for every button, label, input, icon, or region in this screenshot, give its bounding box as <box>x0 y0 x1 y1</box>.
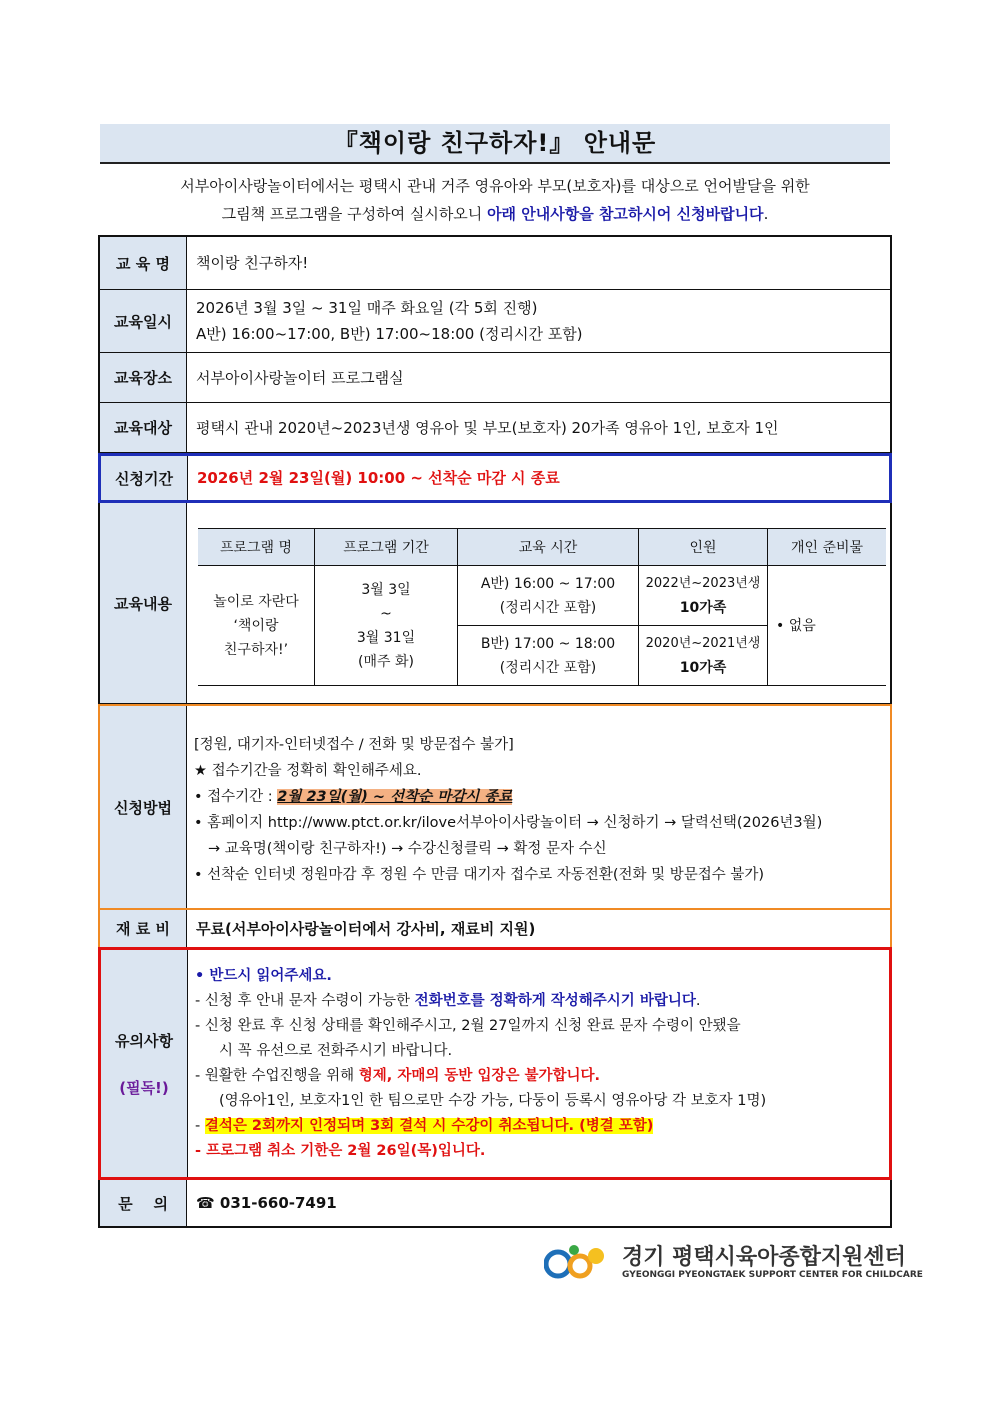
cell-people-b: 2020년~2021년생 10가족 <box>639 626 768 686</box>
notice-line-1: - 신청 후 안내 문자 수령이 가능한 전화번호를 정확하게 작성해주시기 바랍니다. <box>195 992 701 1009</box>
cell-program-name: 놀이로 자란다 ‘책이랑 친구하자!’ <box>198 566 315 686</box>
label-course-target: 교육대상 <box>100 403 187 452</box>
label-apply-method: 신청방법 <box>100 706 187 908</box>
method-line-3: • 접수기간 : 2월 23일(월) ~ 선착순 마감시 종료 <box>194 789 513 805</box>
notice-line-2: - 신청 완료 후 신청 상태를 확인해주시고, 2월 27일까지 신청 완료 문자 수령이 안됐을 <box>195 1017 741 1034</box>
logo-mark-icon <box>544 1240 614 1286</box>
notice-head: • 반드시 읽어주세요. <box>195 967 332 984</box>
program-table <box>198 528 886 686</box>
logo-sub: GYEONGGI PYEONGTAEK SUPPORT CENTER FOR CHILDCARE <box>622 1270 923 1280</box>
row-course-target <box>98 403 892 453</box>
table-row <box>198 566 886 626</box>
row-course-date <box>98 290 892 353</box>
intro-line-1: 서부아이사랑놀이터에서는 평택시 관내 거주 영유아와 부모(보호자)를 대상으로 언어발달을 위한 <box>180 177 810 195</box>
center-logo <box>544 1240 923 1286</box>
notice-line-7: - 프로그램 취소 기한은 2월 26일(목)입니다. <box>195 1142 486 1159</box>
value-course-target: 평택시 관내 2020년~2023년생 영유아 및 부모(보호자) 20가족 영유아 1인, 보호자 1인 <box>196 418 779 437</box>
row-contact <box>98 1180 892 1228</box>
label-course-place: 교육장소 <box>100 353 187 402</box>
cell-program-period: 3월 3일 ~ 3월 31일 (매주 화) <box>315 566 458 686</box>
row-notice <box>98 947 892 1180</box>
value-fee: 무료(서부아이사랑놀이터에서 강사비, 재료비 지원) <box>196 919 536 938</box>
cell-supplies: • 없음 <box>768 566 887 686</box>
row-fee <box>98 910 892 947</box>
value-contact: ☎ 031-660-7491 <box>196 1194 337 1212</box>
method-line-4: • 홈페이지 http://www.ptct.or.kr/ilove서부아이사랑놀이터 → 신청하기 → 달력선택(2026년3월) <box>194 815 823 831</box>
value-apply-period: 2026년 2월 23일(월) 10:00 ~ 선착순 마감 시 종료 <box>197 469 560 487</box>
th-program-period: 프로그램 기간 <box>315 529 458 566</box>
intro-line-2: 그림책 프로그램을 구성하여 실시하오니 아래 안내사항을 참고하시어 신청바랍니다. <box>221 205 769 223</box>
logo-name: 경기 평택시육아종합지원센터 <box>622 1245 906 1270</box>
page-title: 『책이랑 친구하자!』 안내문 <box>100 124 890 164</box>
notice-line-5: (영유아1인, 보호자1인 한 팀으로만 수강 가능, 다둥이 등록시 영유아당 각 보호자 1명) <box>219 1092 767 1109</box>
cell-time-b: B반) 17:00 ~ 18:00 (정리시간 포함) <box>458 626 639 686</box>
value-course-place: 서부아이사랑놀이터 프로그램실 <box>196 368 404 387</box>
value-date-line-1: 2026년 3월 3일 ~ 31일 매주 화요일 (각 5회 진행) <box>196 299 538 317</box>
label-course-name: 교 육 명 <box>100 237 187 289</box>
value-date-line-2: A반) 16:00~17:00, B반) 17:00~18:00 (정리시간 포함) <box>196 325 583 343</box>
label-contact: 문 의 <box>100 1180 187 1226</box>
value-course-name: 책이랑 친구하자! <box>196 254 309 272</box>
notice-label-must-read: (필독!) <box>119 1078 169 1097</box>
row-apply-method <box>98 704 892 910</box>
method-line-1: [정원, 대기자-인터넷접수 / 전화 및 방문접수 불가] <box>194 737 514 753</box>
th-program-name: 프로그램 명 <box>198 529 315 566</box>
row-apply-period <box>98 453 892 503</box>
method-line-2: ★ 접수기간을 정확히 확인해주세요. <box>194 763 422 779</box>
row-course-place <box>98 353 892 403</box>
row-course-content <box>98 503 892 704</box>
cell-people-a: 2022년~2023년생 10가족 <box>639 566 768 626</box>
label-course-content: 교육내용 <box>100 503 187 703</box>
label-notice <box>101 950 188 1177</box>
cell-time-a: A반) 16:00 ~ 17:00 (정리시간 포함) <box>458 566 639 626</box>
notice-line-3: 시 꼭 유선으로 전화주시기 바랍니다. <box>219 1042 453 1059</box>
th-program-supplies: 개인 준비물 <box>768 529 887 566</box>
row-course-name <box>98 235 892 290</box>
notice-line-4: - 원활한 수업진행을 위해 형제, 자매의 동반 입장은 불가합니다. <box>195 1067 601 1084</box>
th-program-time: 교육 시간 <box>458 529 639 566</box>
notice-line-6: - 결석은 2회까지 인정되며 3회 결석 시 수강이 취소됩니다. (병결 포함) <box>195 1117 654 1134</box>
program-table-header <box>198 529 886 566</box>
method-line-5: → 교육명(책이랑 친구하자!) → 수강신청클릭 → 확정 문자 수신 <box>208 841 607 857</box>
label-apply-period: 신청기간 <box>101 456 188 500</box>
th-program-people: 인원 <box>639 529 768 566</box>
notice-label: 유의사항 <box>115 1031 173 1050</box>
label-course-date: 교육일시 <box>100 290 187 352</box>
intro-text <box>100 172 890 228</box>
label-fee: 재 료 비 <box>100 910 187 947</box>
method-line-6: • 선착순 인터넷 정원마감 후 정원 수 만큼 대기자 접수로 자동전환(전화 및 방문접수 불가) <box>194 867 765 883</box>
